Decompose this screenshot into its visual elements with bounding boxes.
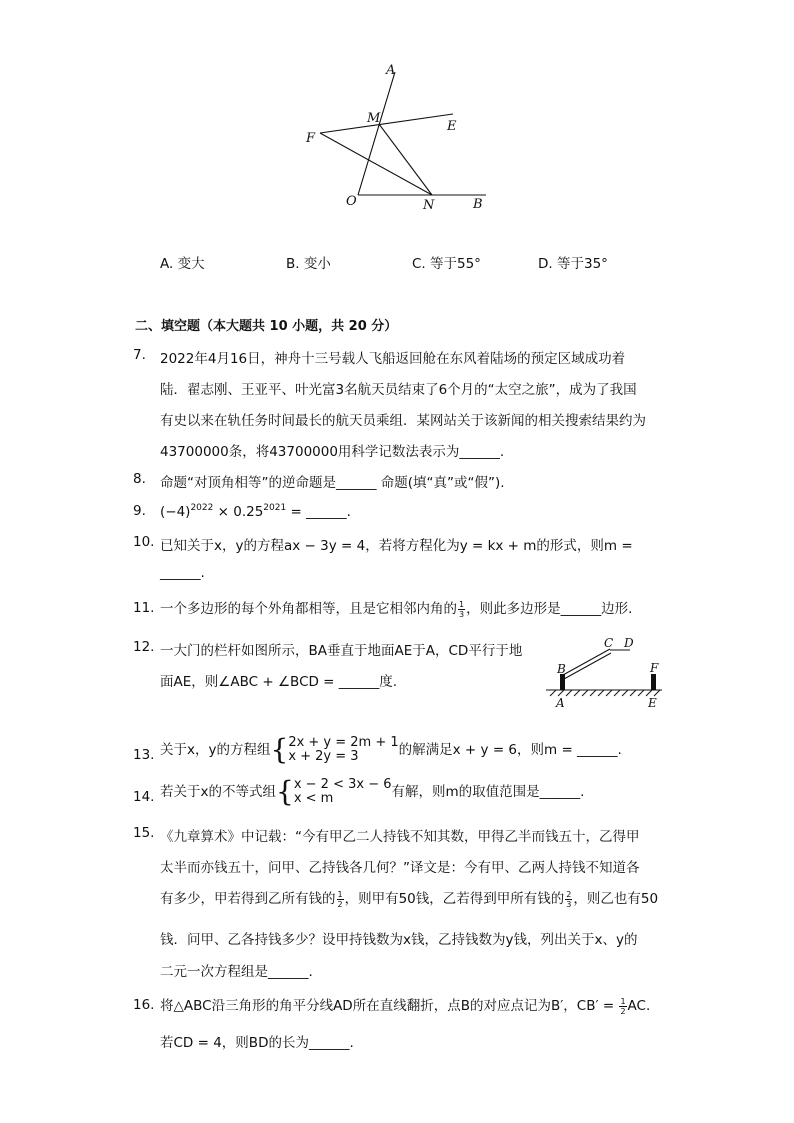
- q10-line1: 已知关于x，y的方程ax − 3y = 4，若将方程化为y = kx + m的形式，则m =: [160, 538, 633, 554]
- line-fe: [320, 114, 453, 133]
- q11-line1: [160, 597, 632, 619]
- ray-oa: [358, 72, 395, 195]
- q12-line1: 一大门的栏杆如图所示，BA垂直于地面AE于A，CD平行于地: [160, 643, 523, 659]
- q8-line1: 命题“对顶角相等”的逆命题是______ 命题(填“真”或“假”).: [160, 475, 505, 491]
- label-b: B: [473, 197, 483, 212]
- figure-gate-railing: [540, 630, 670, 710]
- q9-mid: × 0.25: [213, 504, 264, 520]
- segment-fn: [320, 133, 432, 195]
- q7-number: 7.: [133, 347, 146, 363]
- label-n: N: [423, 198, 435, 213]
- q9-expression: [160, 503, 351, 520]
- rail-bc-1: [563, 649, 610, 675]
- rail-label-d: D: [624, 636, 634, 650]
- q13-system: 2x + y = 2m + 1 x + 2y = 3: [288, 735, 399, 764]
- label-m: M: [367, 111, 381, 126]
- figure-angle-mon: [290, 58, 510, 218]
- q10-line2: ______.: [160, 565, 205, 581]
- post-ef: [651, 674, 656, 690]
- rail-label-e: E: [648, 696, 657, 710]
- label-o: O: [346, 194, 357, 209]
- q7-line3: 有史以来在轨任务时间最长的航天员乘组．某网站关于该新闻的相关搜索结果约为: [160, 413, 646, 429]
- q15-fraction-half: $\frac{1}{2}$: [337, 889, 343, 909]
- q15-line1: 《九章算术》中记载：“今有甲乙二人持钱不知其数，甲得乙半而钱五十，乙得甲: [160, 829, 640, 845]
- q7-line1: 2022年4月16日，神舟十三号载人飞船返回舱在东风着陆场的预定区域成功着: [160, 351, 626, 367]
- choice-b: B. 变小: [286, 256, 331, 272]
- q16-line1: 将△ABC沿三角形的角平分线AD所在直线翻折，点B的对应点记为B′，CB′ = $\frac{1}{2}$ AC.: [160, 996, 651, 1016]
- rail-label-f: F: [650, 661, 659, 675]
- q7-line2: 陆．翟志刚、王亚平、叶光富3名航天员结束了6个月的“太空之旅”，成为了我国: [160, 382, 637, 398]
- q16-number: 16.: [133, 997, 155, 1013]
- q15-line4: 钱．问甲、乙各持钱多少？设甲持钱数为x钱，乙持钱数为y钱，列出关于x、y的: [160, 932, 638, 948]
- q11-post: ，则此多边形是______边形.: [466, 601, 633, 617]
- q9-number: 9.: [133, 503, 146, 519]
- q15-line5: 二元一次方程组是______.: [160, 964, 313, 980]
- q12-line2: 面AE，则∠ABC + ∠BCD = ______度.: [160, 674, 398, 690]
- q16-line2: 若CD = 4，则BD的长为______.: [160, 1035, 354, 1051]
- rail-label-b: B: [557, 662, 566, 676]
- q10-number: 10.: [133, 534, 155, 550]
- q11-pre: 一个多边形的每个外角都相等，且是它相邻内角的: [160, 601, 457, 617]
- q12-number: 12.: [133, 639, 155, 655]
- q14-line1: 若关于x的不等式组{ x − 2 < 3x − 6 x < m 有解，则m的取值范围是______.: [160, 775, 585, 808]
- q15-number: 15.: [133, 825, 155, 841]
- segment-mn: [379, 124, 432, 195]
- section-title: 二、填空题（本大题共 10 小题，共 20 分）: [135, 319, 398, 334]
- q13-post: 的解满足x + y = 6，则m = ______.: [398, 742, 622, 758]
- q14-post: 有解，则m的取值范围是______.: [391, 784, 585, 800]
- q9-exp1: 2022: [190, 503, 214, 513]
- q11-fraction: $\frac{1}{3}$: [459, 599, 465, 619]
- q13-line1: 关于x，y的方程组{ 2x + y = 2m + 1 x + 2y = 3 的解满足x + y = 6，则m = ______.: [160, 733, 622, 766]
- q8-number: 8.: [133, 471, 146, 487]
- rail-label-c: C: [604, 636, 614, 650]
- q13-pre: 关于x，y的方程组: [160, 742, 271, 758]
- q14-number: 14.: [133, 789, 155, 805]
- post-ba: [560, 674, 565, 690]
- ground-hatching: [550, 690, 660, 696]
- q14-system: x − 2 < 3x − 6 x < m: [293, 777, 392, 806]
- rail-bc-2: [564, 653, 611, 679]
- choice-d: D. 等于35°: [538, 256, 608, 272]
- q9-tail: = ______.: [286, 504, 351, 520]
- q9-base: (−4): [160, 504, 191, 520]
- q15-line2: 太半而亦钱五十，问甲、乙持钱各几何？”译文是：今有甲、乙两人持钱不知道各: [160, 860, 640, 876]
- q14-pre: 若关于x的不等式组: [160, 784, 276, 800]
- q16-fraction-half: $\frac{1}{2}$: [620, 996, 626, 1016]
- choice-c: C. 等于55°: [412, 256, 481, 272]
- rail-label-a: A: [556, 696, 565, 710]
- q15-fraction-two-thirds: $\frac{2}{3}$: [566, 889, 572, 909]
- q9-exp2: 2021: [263, 503, 287, 513]
- q7-line4: 43700000条，将43700000用科学记数法表示为______.: [160, 444, 505, 460]
- q11-number: 11.: [133, 600, 155, 616]
- q13-number: 13.: [133, 747, 155, 763]
- label-a: A: [386, 63, 396, 78]
- label-e: E: [447, 119, 457, 134]
- label-f: F: [306, 131, 316, 146]
- choice-a: A. 变大: [160, 256, 205, 272]
- q15-line3: 有多少，甲若得到乙所有钱的 $\frac{1}{2}$ ，则甲有50钱，乙若得到甲所有钱的 $\frac{2}{3}$ ，则乙也有50: [160, 889, 659, 909]
